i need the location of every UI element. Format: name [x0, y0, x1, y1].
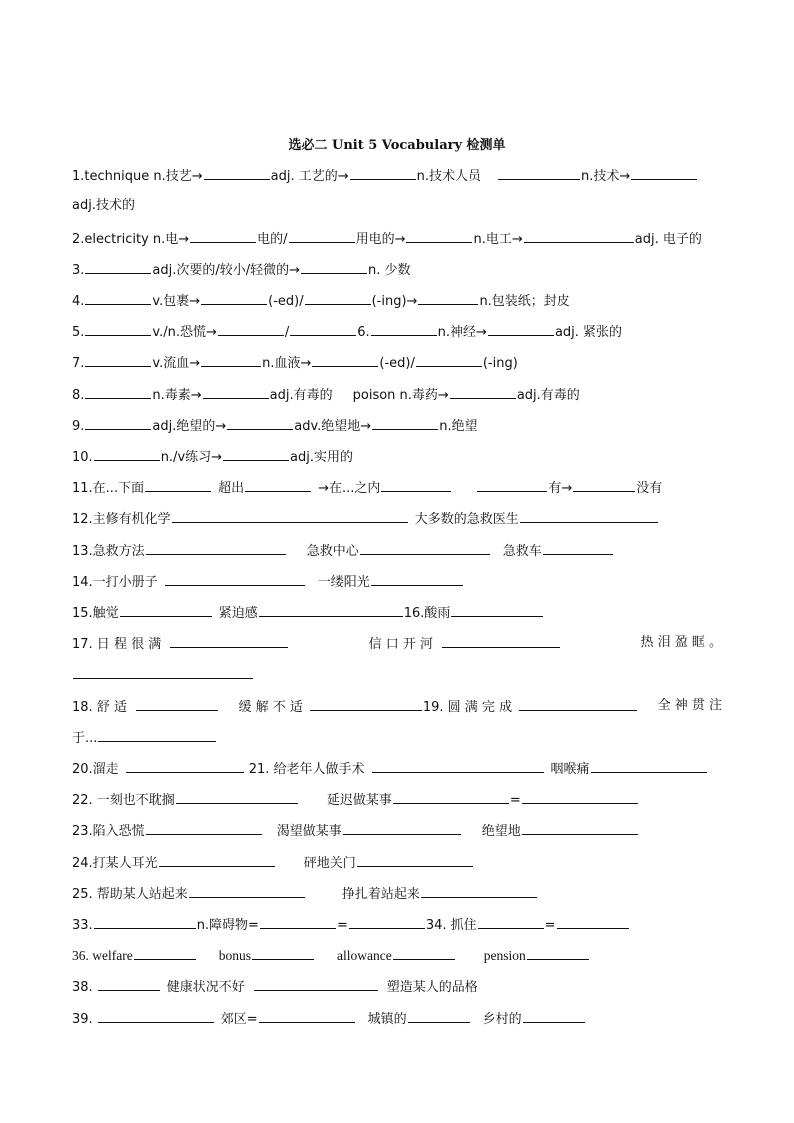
item-39 — [72, 1009, 722, 1027]
answer-blank[interactable] — [73, 665, 253, 679]
item-text: 延迟做某事 — [326, 793, 392, 808]
item-text: 急救中心 — [306, 544, 359, 559]
item-text: 3. — [72, 263, 85, 278]
answer-blank[interactable] — [442, 634, 560, 648]
answer-blank[interactable] — [176, 790, 298, 804]
item-text: adj.有毒的 — [269, 388, 333, 403]
answer-blank[interactable] — [201, 291, 267, 305]
item-13 — [72, 541, 722, 559]
answer-blank[interactable] — [260, 915, 336, 929]
answer-blank[interactable] — [381, 478, 451, 492]
item-1 — [72, 166, 722, 184]
item-text: v.流血→ — [152, 356, 201, 371]
answer-blank[interactable] — [259, 603, 403, 617]
answer-blank[interactable] — [357, 853, 473, 867]
item-text: adj.实用的 — [290, 450, 353, 465]
answer-blank[interactable] — [218, 322, 284, 336]
answer-blank[interactable] — [136, 697, 218, 711]
item-text: 紧迫感 — [218, 606, 258, 621]
page-title: 选必二 Unit 5 Vocabulary 检测单 — [288, 138, 506, 153]
answer-blank[interactable] — [159, 853, 275, 867]
item-23 — [72, 821, 722, 839]
answer-blank[interactable] — [245, 478, 311, 492]
item-text: 38. — [72, 980, 93, 995]
item-9 — [72, 416, 722, 434]
answer-blank[interactable] — [145, 478, 211, 492]
answer-blank[interactable] — [289, 229, 355, 243]
item-8 — [72, 385, 722, 403]
answer-blank[interactable] — [134, 946, 196, 960]
item-22 — [72, 790, 722, 808]
item-text: n.障碍物= — [196, 918, 259, 933]
item-text: 急救车 — [502, 544, 542, 559]
item-text: 挣扎着站起来 — [341, 887, 420, 902]
item-36 — [72, 946, 722, 964]
answer-blank[interactable] — [98, 977, 160, 991]
answer-blank[interactable] — [350, 166, 416, 180]
item-text: v.包裹→ — [152, 294, 201, 309]
item-text: 15.触觉 — [72, 606, 119, 621]
item-text: 14.一打小册子 — [72, 575, 158, 590]
item-text: 城镇的 — [367, 1012, 407, 1027]
item-text: n. 少数 — [368, 263, 411, 278]
item-25 — [72, 884, 722, 902]
answer-blank[interactable] — [519, 697, 637, 711]
item-text: = — [336, 918, 348, 933]
item-text: n.神经→ — [437, 325, 487, 340]
item-text: n.电工→ — [473, 232, 523, 247]
answer-blank[interactable] — [94, 915, 196, 929]
answer-blank[interactable] — [312, 353, 378, 367]
item-text: bonus — [218, 948, 251, 963]
item-text: 全 神 贯 注 — [657, 698, 722, 713]
item-text: 33. — [72, 918, 93, 933]
item-text: adj. 紧张的 — [554, 325, 623, 340]
item-text: 缓 解 不 适 — [238, 700, 303, 715]
answer-blank[interactable] — [94, 447, 160, 461]
item-text: 20.溜走 — [72, 762, 119, 777]
answer-blank[interactable] — [259, 1009, 355, 1023]
answer-blank[interactable] — [372, 416, 438, 430]
answer-blank[interactable] — [527, 946, 589, 960]
item-text: 11.在...下面 — [72, 481, 145, 496]
item-17 — [72, 634, 722, 652]
item-text: 13.急救方法 — [72, 544, 145, 559]
item-4 — [72, 291, 722, 309]
item-text: 绝望地 — [481, 824, 521, 839]
answer-blank[interactable] — [165, 572, 305, 586]
answer-blank[interactable] — [85, 353, 151, 367]
answer-blank[interactable] — [498, 166, 580, 180]
item-text: (-ing)→ — [371, 294, 418, 309]
item-2 — [72, 229, 722, 247]
item-text: pension — [483, 948, 526, 963]
item-text: n.绝望 — [439, 419, 478, 434]
item-text: adj.有毒的 — [516, 388, 580, 403]
item-text: 7. — [72, 356, 85, 371]
item-10 — [72, 447, 722, 465]
item-7 — [72, 353, 722, 371]
answer-blank[interactable] — [85, 322, 151, 336]
item-text: 用电的→ — [355, 232, 406, 247]
item-text: 超出 — [218, 481, 245, 496]
item-text: adj.技术的 — [72, 198, 135, 213]
item-text: adj.绝望的→ — [152, 419, 227, 434]
item-text: = — [544, 918, 556, 933]
item-text: 信 口 开 河 — [368, 637, 434, 652]
answer-blank[interactable] — [522, 821, 638, 835]
item-text: 16.酸雨 — [403, 606, 451, 621]
item-text: 6. — [357, 325, 370, 340]
item-text: 21. 给老年人做手术 — [248, 762, 365, 777]
answer-blank[interactable] — [421, 884, 537, 898]
answer-blank[interactable] — [372, 759, 544, 773]
item-text: 10. — [72, 450, 93, 465]
item-text: = — [509, 793, 521, 808]
answer-blank[interactable] — [418, 291, 478, 305]
answer-blank[interactable] — [146, 541, 286, 555]
answer-blank[interactable] — [310, 697, 422, 711]
answer-blank[interactable] — [393, 790, 509, 804]
item-text: 9. — [72, 419, 85, 434]
answer-blank[interactable] — [190, 229, 256, 243]
item-24 — [72, 853, 722, 871]
item-text: (-ed)/ — [379, 356, 415, 371]
item-text: adj. 电子的 — [634, 232, 702, 247]
item-text: 热 泪 盈 眶 。 — [640, 635, 722, 650]
item-text: n.包装纸；封皮 — [479, 294, 570, 309]
item-text: 4. — [72, 294, 85, 309]
answer-blank[interactable] — [290, 322, 356, 336]
item-14 — [72, 572, 722, 590]
answer-blank[interactable] — [252, 946, 314, 960]
item-text: 17. 日 程 很 满 — [72, 637, 162, 652]
answer-blank[interactable] — [450, 385, 516, 399]
answer-blank[interactable] — [227, 416, 293, 430]
item-text: adj. 工艺的→ — [270, 169, 349, 184]
answer-blank[interactable] — [98, 728, 216, 742]
item-text: 乡村的 — [482, 1012, 522, 1027]
item-text: adj.次要的/较小/轻微的→ — [152, 263, 301, 278]
answer-blank[interactable] — [488, 322, 554, 336]
item-11 — [72, 478, 722, 496]
answer-blank[interactable] — [478, 915, 544, 929]
item-text: (-ing) — [482, 356, 518, 371]
answer-blank[interactable] — [305, 291, 371, 305]
answer-blank[interactable] — [416, 353, 482, 367]
item-1-cont — [72, 197, 722, 215]
item-text: 34. 抓住 — [425, 918, 477, 933]
item-17-cont — [72, 665, 722, 683]
item-text: 22. 一刻也不耽搁 — [72, 793, 175, 808]
answer-blank[interactable] — [477, 478, 547, 492]
answer-blank[interactable] — [189, 884, 305, 898]
item-text: adv.绝望地→ — [294, 419, 372, 434]
item-text: 1.technique n.技艺→ — [72, 169, 203, 184]
answer-blank[interactable] — [524, 229, 634, 243]
item-33 — [72, 915, 722, 933]
item-text: 有→ — [548, 481, 573, 496]
item-3 — [72, 260, 722, 278]
item-text: 塑造某人的品格 — [386, 980, 478, 995]
answer-blank[interactable] — [98, 1009, 214, 1023]
item-38 — [72, 977, 722, 995]
answer-blank[interactable] — [85, 416, 151, 430]
item-text: 24.打某人耳光 — [72, 856, 158, 871]
answer-blank[interactable] — [254, 977, 378, 991]
item-text: 19. 圆 满 完 成 — [422, 700, 513, 715]
item-18 — [72, 697, 722, 715]
item-text: 23.陷入恐慌 — [72, 824, 145, 839]
item-20 — [72, 759, 722, 777]
answer-blank[interactable] — [170, 634, 288, 648]
item-text: 2.electricity n.电→ — [72, 232, 190, 247]
item-text: 咽喉痛 — [550, 762, 590, 777]
answer-blank[interactable] — [203, 385, 269, 399]
item-text: →在...之内 — [318, 481, 381, 496]
item-text: 一缕阳光 — [317, 575, 370, 590]
item-text: n.技术人员 — [416, 169, 481, 184]
answer-blank[interactable] — [85, 385, 151, 399]
item-text: v./n.恐慌→ — [152, 325, 217, 340]
item-12 — [72, 509, 722, 527]
item-text: 36. welfare — [72, 948, 133, 963]
answer-blank[interactable] — [85, 291, 151, 305]
item-text: 18. 舒 适 — [72, 700, 127, 715]
item-text: poison n.毒药→ — [352, 388, 449, 403]
answer-blank[interactable] — [146, 821, 262, 835]
item-15 — [72, 603, 722, 621]
answer-blank[interactable] — [406, 229, 472, 243]
item-text: n.技术→ — [581, 169, 631, 184]
item-text: n.毒素→ — [152, 388, 202, 403]
answer-blank[interactable] — [557, 915, 629, 929]
answer-blank[interactable] — [301, 260, 367, 274]
item-text: 没有 — [636, 481, 663, 496]
item-text: 于... — [72, 731, 98, 746]
answer-blank[interactable] — [523, 1009, 585, 1023]
answer-blank[interactable] — [201, 353, 261, 367]
answer-blank[interactable] — [223, 447, 289, 461]
answer-blank[interactable] — [204, 166, 270, 180]
answer-blank[interactable] — [126, 759, 244, 773]
answer-blank[interactable] — [85, 260, 151, 274]
item-text: 8. — [72, 388, 85, 403]
answer-blank[interactable] — [343, 821, 461, 835]
item-text: 砰地关门 — [303, 856, 356, 871]
item-text: n./v练习→ — [160, 450, 223, 465]
item-text: 大多数的急救医生 — [414, 512, 519, 527]
item-text: n.血液→ — [262, 356, 312, 371]
item-text: / — [284, 325, 290, 340]
item-text: 渴望做某事 — [276, 824, 342, 839]
item-text: (-ed)/ — [268, 294, 304, 309]
answer-blank[interactable] — [172, 509, 408, 523]
item-text: allowance — [336, 948, 392, 963]
item-text: 25. 帮助某人站起来 — [72, 887, 188, 902]
answer-blank[interactable] — [393, 946, 455, 960]
answer-blank[interactable] — [522, 790, 638, 804]
item-text: 39. — [72, 1012, 93, 1027]
answer-blank[interactable] — [349, 915, 425, 929]
answer-blank[interactable] — [408, 1009, 470, 1023]
answer-blank[interactable] — [360, 541, 490, 555]
answer-blank[interactable] — [520, 509, 658, 523]
item-5 — [72, 322, 722, 340]
answer-blank[interactable] — [371, 572, 463, 586]
answer-blank[interactable] — [573, 478, 635, 492]
answer-blank[interactable] — [591, 759, 707, 773]
item-text: 郊区= — [220, 1012, 258, 1027]
answer-blank[interactable] — [543, 541, 613, 555]
item-text: 5. — [72, 325, 85, 340]
answer-blank[interactable] — [631, 166, 697, 180]
answer-blank[interactable] — [451, 603, 543, 617]
answer-blank[interactable] — [371, 322, 437, 336]
item-text: 电的/ — [257, 232, 288, 247]
item-18-cont — [72, 728, 722, 746]
item-text: 健康状况不好 — [166, 980, 245, 995]
answer-blank[interactable] — [120, 603, 212, 617]
item-text: 12.主修有机化学 — [72, 512, 171, 527]
